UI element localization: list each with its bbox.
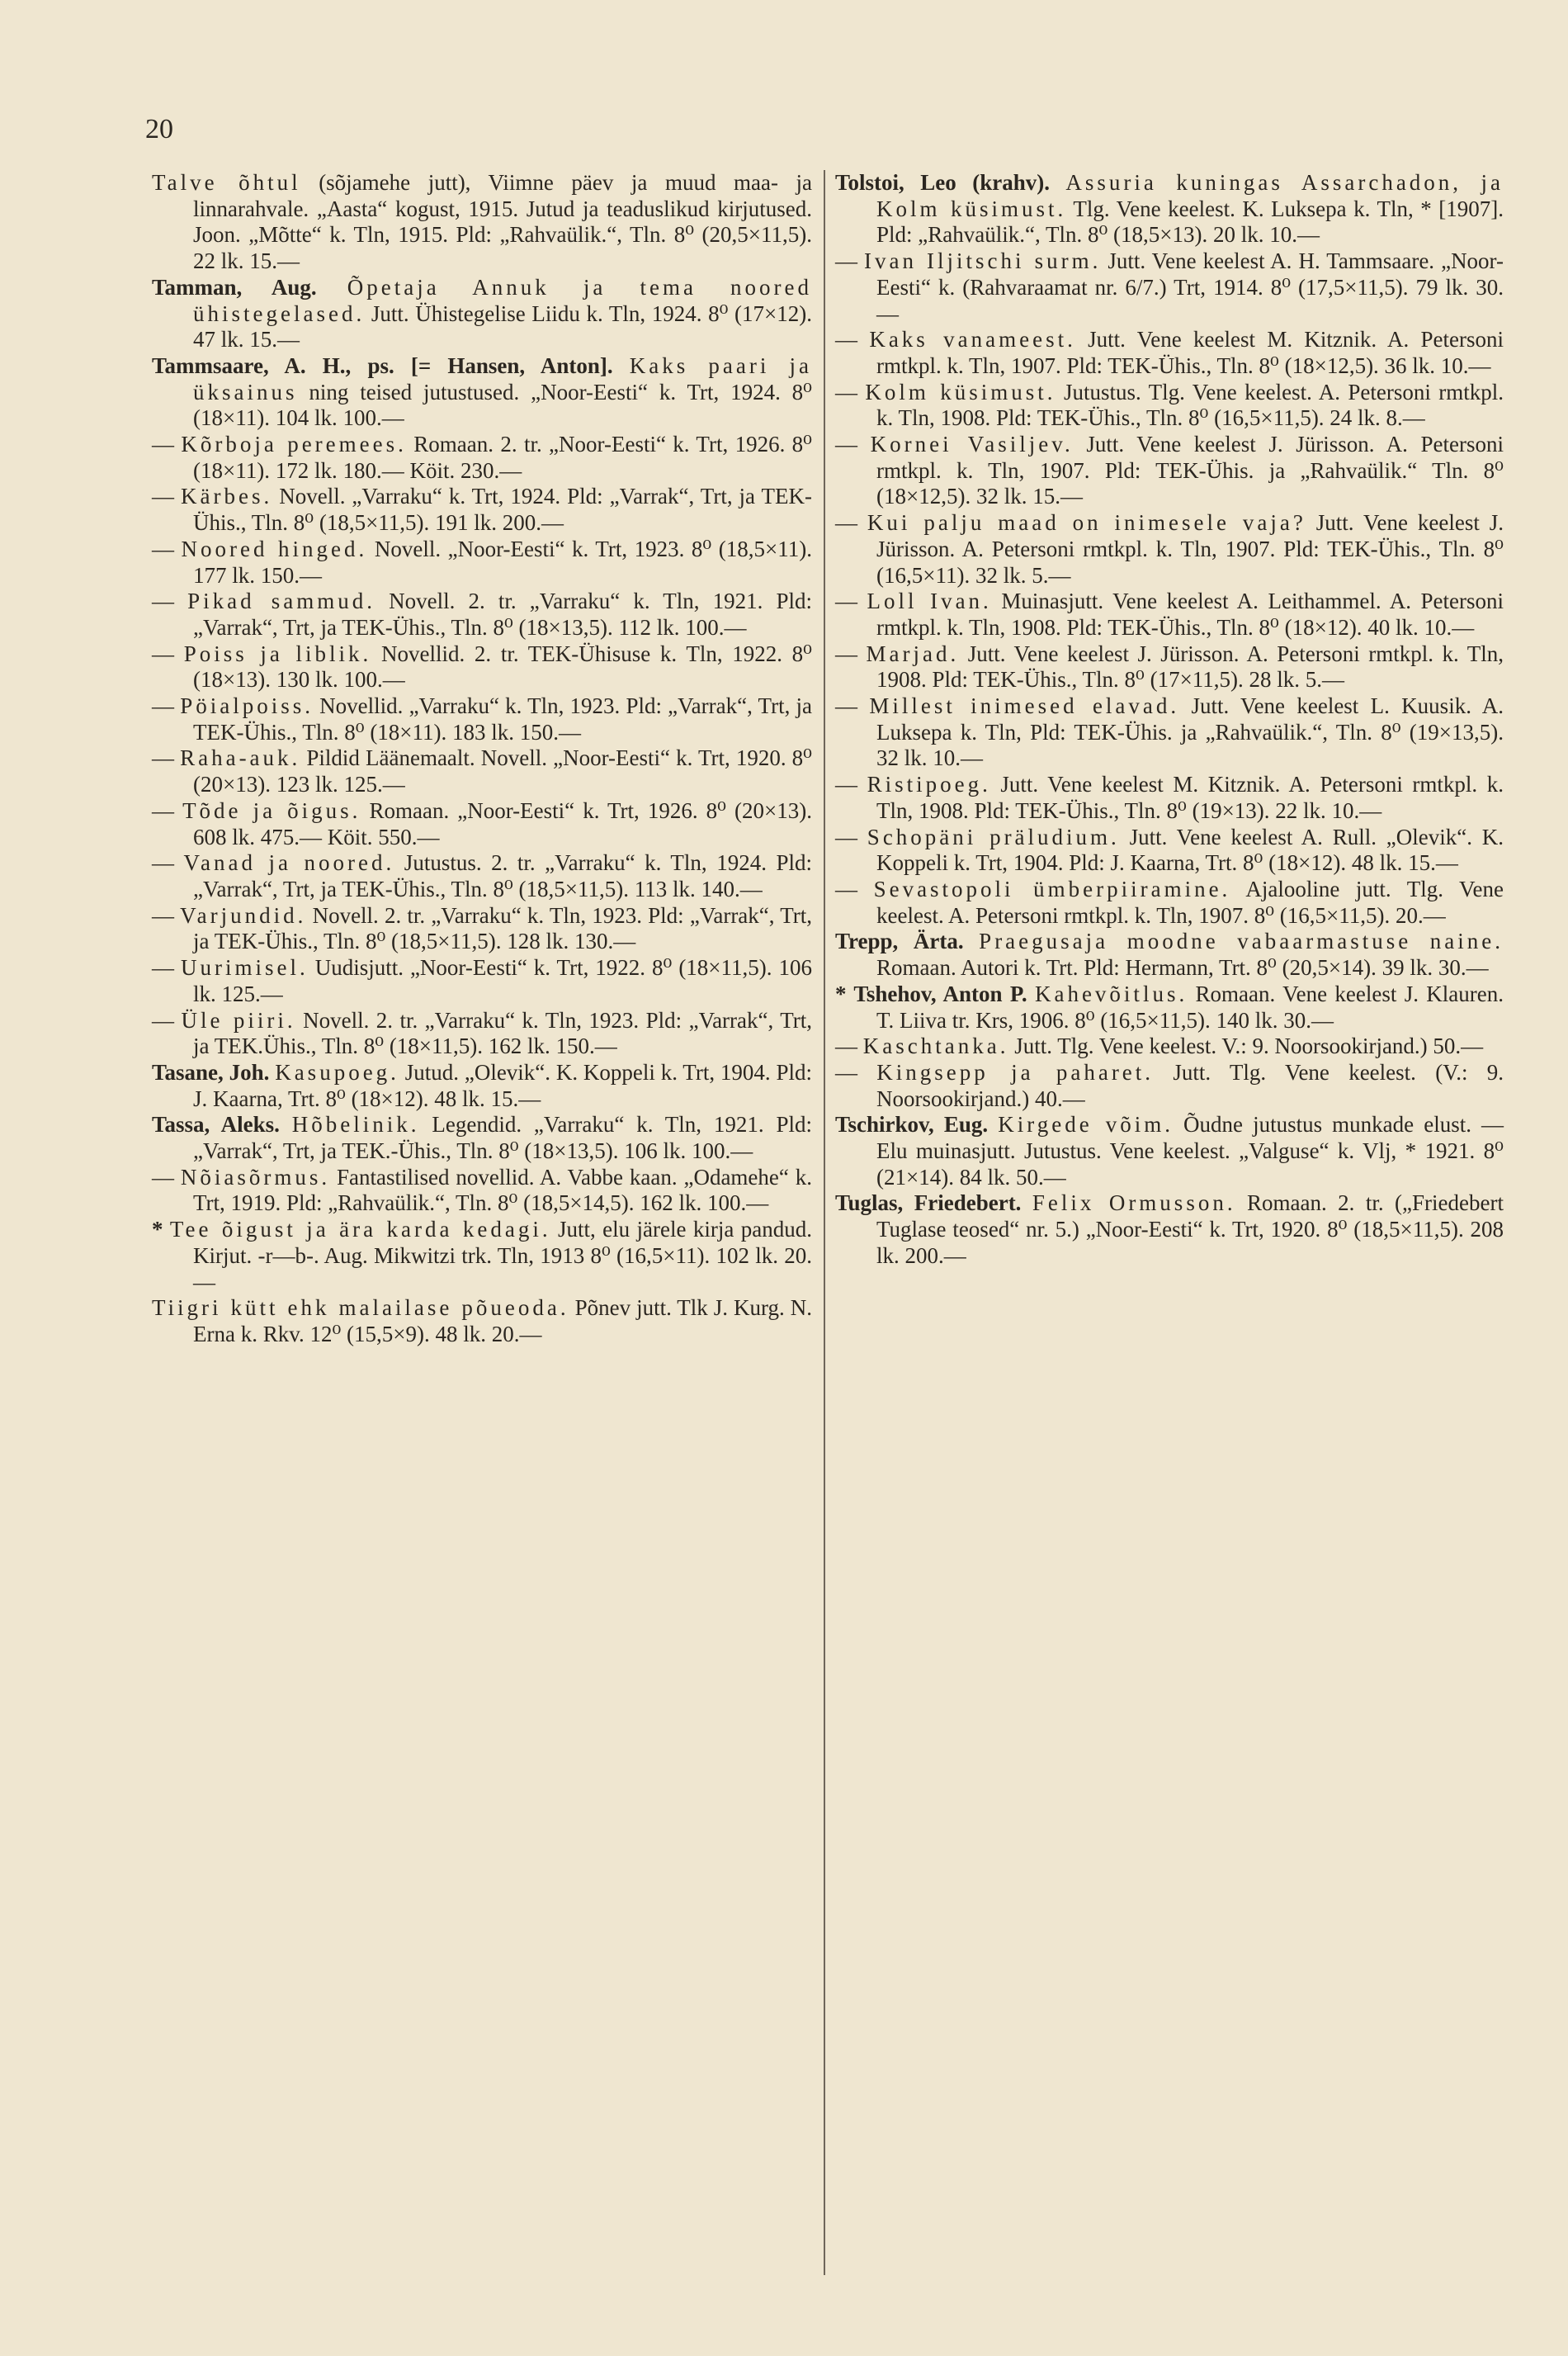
entry-author: Trepp, Ärta. [835, 929, 964, 954]
entry-title: Hõbelinik. [291, 1112, 420, 1138]
catalog-entry [152, 484, 812, 536]
ditto-dash: — [835, 772, 867, 797]
entry-details: Pildid Läänemaalt. Novell. „Noor-Eesti“ k. Trt, 1920. 8⁰ (20×13). 123 lk. 125.— [193, 745, 812, 797]
entry-details: Jutt. Vene keelest M. Kitznik. A. Petersoni rmtkpl. k. Tln, 1908. Pld: TEK-Ühis., Tln. 8⁰ (19×13). 22 lk. 10.— [876, 772, 1504, 823]
entry-details: Romaan. Autori k. Trt. Pld: Hermann, Trt. 8⁰ (20,5×14). 39 lk. 30.— [876, 955, 1489, 981]
catalog-entry [152, 798, 812, 850]
entry-title: Schopäni präludium. [867, 824, 1120, 849]
ditto-dash: — [835, 824, 867, 849]
entry-details: Jutt. Ühistegelise Liidu k. Tln, 1924. 8⁰ (17×12). 47 lk. 15.— [193, 300, 812, 352]
entry-title: Kolm küsimust. [865, 379, 1056, 404]
entry-title: Kui palju maad on inimesele vaja? [867, 510, 1306, 536]
entry-details: Romaan. 2. tr. „Noor-Eesti“ k. Trt, 1926. 8⁰ (18×11). 172 lk. 180.— Köit. 230.— [193, 432, 813, 483]
catalog-entry [152, 537, 812, 589]
entry-title: Tee õigust ja ära karda kedagi. [169, 1217, 551, 1242]
entry-title: Praegusaja moodne vabaarmastuse naine. [979, 929, 1504, 954]
entry-details: ning teised jutustused. „Noor-Eesti“ k. Trt, 1924. 8⁰ (18×11). 104 lk. 100.— [193, 379, 812, 431]
catalog-entry [152, 1112, 812, 1164]
catalog-entry [835, 1190, 1504, 1269]
ditto-dash: — [152, 1164, 181, 1190]
ditto-dash: — [152, 693, 181, 719]
catalog-entry [835, 248, 1504, 327]
ditto-dash: — [835, 510, 867, 536]
ditto-dash: — [152, 745, 181, 771]
ditto-dash: — [152, 641, 184, 666]
entry-details: Jutustus. 2. tr. „Varraku“ k. Tln, 1924. Pld: „Varrak“, Trt, ja TEK-Ühis., Tln. 8⁰ (18,5×11,5). 113 lk. 140.— [193, 850, 812, 901]
catalog-entry [835, 693, 1504, 772]
catalog-entry [835, 929, 1504, 981]
entry-title: Felix Ormusson. [1032, 1190, 1236, 1216]
ditto-dash: — [152, 432, 182, 457]
catalog-entry [152, 353, 812, 432]
catalog-entry [835, 380, 1504, 432]
entry-title: Pöialpoiss. [180, 693, 314, 719]
entry-title: Kaks paari ja üksainus [193, 352, 812, 404]
entry-details: Romaan. Vene keelest J. Klauren. T. Liiva tr. Krs, 1906. 8⁰ (16,5×11,5). 140 lk. 30.— [876, 981, 1504, 1033]
catalog-entry [835, 1060, 1504, 1112]
entry-title: Nõiasõrmus. [180, 1164, 331, 1190]
entry-details: Romaan. „Noor-Eesti“ k. Trt, 1926. 8⁰ (20×13). 608 lk. 475.— Köit. 550.— [193, 797, 812, 849]
catalog-entry [152, 745, 812, 797]
ditto-dash: — [152, 850, 184, 876]
entry-author: * [152, 1217, 163, 1242]
entry-title: Ristipoeg. [867, 772, 991, 797]
entry-details: Tlg. Vene keelest. K. Luksepa k. Tln, * [1907]. Pld: „Rahvaülik.“, Tln. 8⁰ (18,5×13). 20 lk. 10.— [876, 196, 1504, 248]
entry-author: Tuglas, Friedebert. [835, 1190, 1022, 1216]
catalog-entry [152, 1217, 812, 1295]
catalog-entry [835, 1112, 1504, 1190]
ditto-dash: — [835, 1059, 877, 1085]
entry-title: Vanad ja noored. [183, 850, 395, 876]
catalog-entry [152, 1165, 812, 1217]
catalog-entry [835, 1034, 1504, 1060]
entry-author: Tschirkov, Eug. [835, 1112, 989, 1138]
entry-details: Ajalooline jutt. Tlg. Vene keelest. A. Petersoni rmtkpl. k. Tln, 1907. 8⁰ (16,5×11,5). 20.— [876, 876, 1504, 928]
ditto-dash: — [152, 1007, 182, 1033]
entry-title: Tõde ja õigus. [182, 797, 361, 823]
ditto-dash: — [835, 876, 874, 901]
catalog-entry [152, 641, 812, 693]
entry-title: Pikad sammud. [187, 589, 376, 614]
entry-title: Üle piiri. [181, 1007, 296, 1033]
entry-title: Kahevõitlus. [1034, 981, 1188, 1006]
catalog-entry [152, 1295, 812, 1347]
entry-title: Kaschtanka. [862, 1034, 1009, 1059]
entry-author: * Tshehov, Anton P. [835, 981, 1027, 1006]
catalog-entry [152, 850, 812, 902]
catalog-entry [835, 589, 1504, 641]
entry-title: Tiigri kütt ehk malailase põueoda. [152, 1295, 569, 1321]
entry-author: Tamman, Aug. [152, 274, 317, 300]
ditto-dash: — [835, 379, 866, 404]
ditto-dash: — [835, 1034, 863, 1059]
ditto-dash: — [835, 327, 870, 352]
entry-title: Noored hinged. [181, 536, 368, 561]
catalog-entry [152, 432, 812, 484]
entry-details: Uudisjutt. „Noor-Eesti“ k. Trt, 1922. 8⁰ (18×11,5). 106 lk. 125.— [193, 955, 812, 1006]
entry-title: Kirgede võim. [998, 1112, 1174, 1138]
left-column [152, 170, 812, 1348]
entry-title: Sevastopoli ümberpiiramine. [873, 876, 1231, 901]
ditto-dash: — [152, 589, 188, 614]
entry-title: Marjad. [866, 641, 960, 666]
entry-details: Jutt. Tlg. Vene keelest. V.: 9. Noorsookirjand.) 50.— [1008, 1034, 1484, 1059]
entry-details: Jutt. Vene keelest M. Kitznik. A. Petersoni rmtkpl. k. Tln, 1907. Pld: TEK-Ühis., Tln. 8⁰ (18×12,5). 36 lk. 10.— [876, 327, 1504, 378]
entry-details: Legendid. „Varraku“ k. Tln, 1921. Pld: „Varrak“, Trt, ja TEK.-Ühis., Tln. 8⁰ (18×13,5). 106 lk. 100.— [193, 1112, 813, 1164]
ditto-dash: — [835, 248, 865, 274]
ditto-dash: — [835, 432, 871, 457]
catalog-entry [835, 825, 1504, 877]
entry-details: Novell. „Varraku“ k. Trt, 1924. Pld: „Varrak“, Trt, ja TEK-Ühis., Tln. 8⁰ (18,5×11,5). 191 lk. 200.— [193, 484, 813, 536]
entry-details: Novell. 2. tr. „Varraku“ k. Tln, 1923. Pld: „Varrak“, Trt, ja TEK-Ühis., Tln. 8⁰ (18,5×11,5). 128 lk. 130.— [193, 902, 812, 954]
entry-author: Tassa, Aleks. [152, 1112, 280, 1138]
catalog-entry [152, 589, 812, 641]
entry-author: Tammsaare, A. H., ps. [= Hansen, Anton]. [152, 352, 613, 378]
catalog-entry [835, 510, 1504, 589]
entry-details: Jutt. Vene keelest J. Jürisson. A. Petersoni rmtkpl. k. Tln, 1908. Pld: TEK-Ühis., Tln. 8⁰ (17×11,5). 28 lk. 5.— [876, 641, 1504, 693]
catalog-entry [152, 693, 812, 745]
entry-details: Novell. 2. tr. „Varraku“ k. Tln, 1923. Pld: „Varrak“, Trt, ja TEK.Ühis., Tln. 8⁰ (18×11,5). 162 lk. 150.— [193, 1007, 813, 1059]
entry-title: Poiss ja liblik. [183, 641, 372, 666]
ditto-dash: — [835, 641, 867, 666]
entry-details: Novell. 2. tr. „Varraku“ k. Tln, 1921. Pld: „Varrak“, Trt, ja TEK-Ühis., Tln. 8⁰ (18×13,5). 112 lk. 100.— [193, 589, 813, 640]
entry-details: Jutt. Vene keelest L. Kuusik. A. Luksepa k. Tln, Pld: TEK-Ühis. ja „Rahvaülik.“, Tln. 8⁰ (19×13,5). 32 lk. 10.— [876, 693, 1504, 771]
entry-details: Romaan. 2. tr. („Friedebert Tuglase teosed“ nr. 5.) „Noor-Eesti“ k. Trt, 1920. 8⁰ (18,5×11,5). 208 lk. 200.— [876, 1190, 1504, 1268]
catalog-entry [152, 170, 812, 275]
ditto-dash: — [152, 902, 181, 928]
ditto-dash: — [835, 589, 867, 614]
catalog-entry [152, 275, 812, 353]
entry-details: Põnev jutt. Tlk J. Kurg. N. Erna k. Rkv. 12⁰ (15,5×9). 48 lk. 20.— [193, 1295, 812, 1346]
entry-details: Jutt. Vene keelest A. Rull. „Olevik“. K. Koppeli k. Trt, 1904. Pld: J. Kaarna, Trt. 8⁰ (18×12). 48 lk. 15.— [876, 824, 1504, 876]
catalog-entry [835, 641, 1504, 693]
entry-title: Uurimisel. [180, 955, 309, 981]
entry-details: Jutt. Vene keelest J. Jürisson. A. Petersoni rmtkpl. k. Tln, 1907. Pld: TEK-Ühis. ja „Rahvaülik.“ Tln. 8⁰ (18×12,5). 32 lk. 15.— [876, 432, 1504, 509]
ditto-dash: — [152, 797, 183, 823]
entry-details: Jutustus. Tlg. Vene keelest. A. Petersoni rmtkpl. k. Tln, 1908. Pld: TEK-Ühis., Tln. 8⁰ (16,5×11,5). 24 lk. 8.— [876, 379, 1504, 431]
ditto-dash: — [152, 536, 182, 561]
entry-details: Novell. „Noor-Eesti“ k. Trt, 1923. 8⁰ (18,5×11). 177 lk. 150.— [193, 536, 812, 588]
right-column [835, 170, 1504, 1270]
catalog-entry [835, 432, 1504, 510]
entry-title: Loll Ivan. [867, 589, 992, 614]
entry-details: Jutt. Tlg. Vene keelest. (V.: 9. Noorsookirjand.) 40.— [876, 1059, 1504, 1111]
ditto-dash: — [835, 693, 870, 719]
entry-details: Jutt. Vene keelest A. H. Tammsaare. „Noor-Eesti“ k. (Rahvaraamat nr. 6/7.) Trt, 1914. 8⁰ (17,5×11,5). 79 lk. 30.— [876, 248, 1504, 326]
catalog-entry [835, 772, 1504, 824]
entry-details: (sõjamehe jutt), Viimne päev ja muud maa- ja linnarahvale. „Aasta“ kogust, 1915. Jutud ja teaduslikud kirjutused. Joon. „Mõtte“ k. Tln, 1915. Pld: „Rahvaülik.“, Tln. 8⁰ (20,5×11,5). 22 lk. 15.— [193, 170, 812, 274]
entry-author: Tolstoi, Leo (krahv). [835, 170, 1050, 195]
entry-title: Kornei Vasiljev. [870, 432, 1074, 457]
entry-title: Raha-auk. [180, 745, 301, 771]
catalog-entry [152, 1060, 812, 1112]
entry-details: Novellid. 2. tr. TEK-Ühisuse k. Tln, 1922. 8⁰ (18×13). 130 lk. 100.— [193, 641, 813, 693]
entry-title: Kasupoeg. [275, 1059, 399, 1085]
entry-title: Ivan Iljitschi surm. [864, 248, 1102, 274]
entry-title: Kaks vanameest. [869, 327, 1076, 352]
entry-title: Kõrboja peremees. [181, 432, 407, 457]
page-number: 20 [145, 114, 173, 144]
catalog-entry [835, 327, 1504, 379]
catalog-entry [835, 170, 1504, 248]
entry-title: Õpetaja Annuk ja tema noored ühistegelased. [193, 274, 812, 326]
entry-author: Tasane, Joh. [152, 1059, 270, 1085]
catalog-entry [835, 877, 1504, 929]
catalog-entry [835, 982, 1504, 1034]
entry-title: Kingsepp ja paharet. [876, 1059, 1155, 1085]
ditto-dash: — [152, 484, 181, 509]
entry-details: Õudne jutustus munkade elust. — Elu muinasjutt. Jutustus. Vene keelest. „Valguse“ k. Vlj, * 1921. 8⁰ (21×14). 84 lk. 50.— [876, 1112, 1504, 1190]
catalog-entry [152, 1008, 812, 1060]
catalog-entry [152, 903, 812, 955]
entry-title: Varjundid. [180, 902, 307, 928]
column-divider [824, 170, 825, 2275]
entry-details: Fantastilised novellid. A. Vabbe kaan. „Odamehe“ k. Trt, 1919. Pld: „Rahvaülik.“, Tln. 8⁰ (18,5×14,5). 162 lk. 100.— [193, 1164, 812, 1216]
entry-details: Jutt. Vene keelest J. Jürisson. A. Petersoni rmtkpl. k. Tln, 1907. Pld: TEK-Ühis., Tln. 8⁰ (16,5×11). 32 lk. 5.— [876, 510, 1504, 588]
entry-details: Jutt, elu järele kirja pandud. Kirjut. -r—b-. Aug. Mikwitzi trk. Tln, 1913 8⁰ (16,5×11). 102 lk. 20.— [193, 1217, 813, 1294]
entry-title: Kärbes. [181, 484, 273, 509]
entry-details: Jutud. „Olevik“. K. Koppeli k. Trt, 1904. Pld: J. Kaarna, Trt. 8⁰ (18×12). 48 lk. 15.— [193, 1059, 813, 1111]
entry-title: Assuria kuningas Assarchadon, ja Kolm küsimust. [876, 170, 1504, 221]
entry-details: Novellid. „Varraku“ k. Tln, 1923. Pld: „Varrak“, Trt, ja TEK-Ühis., Tln. 8⁰ (18×11). 183 lk. 150.— [193, 693, 812, 745]
entry-title: Talve õhtul [152, 170, 301, 195]
catalog-entry [152, 955, 812, 1007]
entry-details: Muinasjutt. Vene keelest A. Leithammel. A. Petersoni rmtkpl. k. Tln, 1908. Pld: TEK-Ühis., Tln. 8⁰ (18×12). 40 lk. 10.— [876, 589, 1504, 640]
ditto-dash: — [152, 955, 181, 981]
entry-title: Millest inimesed elavad. [869, 693, 1180, 719]
